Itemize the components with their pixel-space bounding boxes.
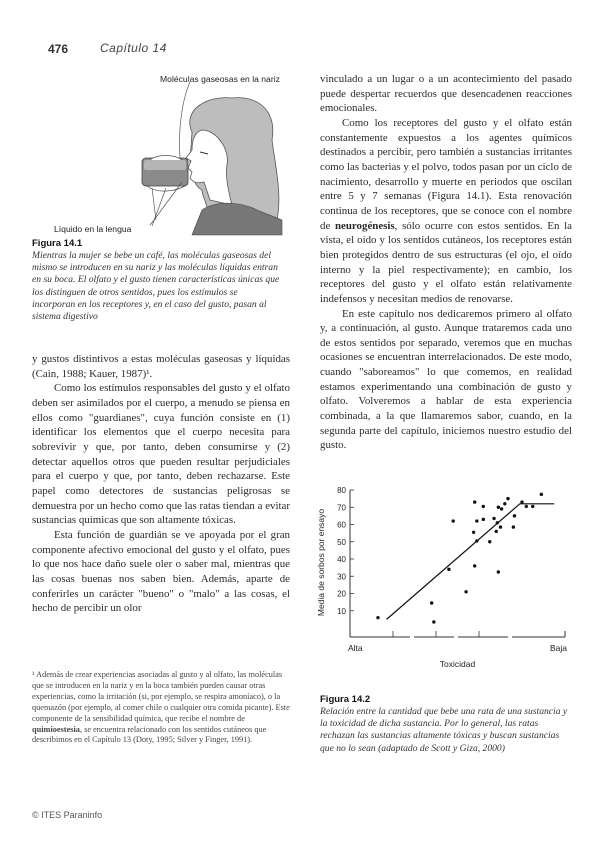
running-header-chapter: Capítulo 14: [100, 41, 167, 55]
data-point: [500, 507, 503, 510]
label-liquid-on-tongue: Líquido en la lengua: [54, 224, 132, 234]
y-tick-label: 30: [337, 572, 346, 582]
fit-line: [387, 504, 555, 620]
paragraph: Como los receptores del gusto y el olfato están constantemente expuestos a los agentes químicos destinados a percibir, pero también a sustancias irritantes como las bacterias y el polvo, todos pasan por un ciclo de nacimiento, desarrollo y muerte en periodos que oscilan entre 5 y 7 semanas (Figura 14.1). Esta renovación continua de los receptores, que se conoce con el nombre de neurogénesis, sólo ocurre con estos sentidos. En la vista, el oído y los sentidos cutáneos, los receptores están bien protegidos dentro de sus estructuras (el ojo, el oído interno y la piel respectivamente); en cambio, los receptores del gusto y el olfato están relativamente indefensos y necesitan medios de renovarse.: [320, 116, 572, 305]
data-point: [499, 525, 502, 528]
y-tick-label: 10: [337, 606, 346, 616]
data-point: [447, 568, 450, 571]
data-point: [497, 570, 500, 573]
paragraph: En este capítulo nos dedicaremos primero al olfato y, a continuación, al gusto. Aunque trataremos cada uno de estos sentidos por separado, veremos que en muchas ocasiones se encuentran interrelacionados. De este modo, cuando "saboreamos" lo que comemos, en realidad estamos experimentando una combinación de gusto y olfato. Volveremos a hablar de esta experiencia combinada, a la que llamaremos sabor, cuando, en la segunda parte del capítulo, iniciemos nuestro estudio del gusto.: [320, 307, 572, 452]
x-axis-label: Toxicidad: [439, 659, 476, 669]
bold-term: neurogénesis: [334, 219, 395, 232]
footnote: ¹ Además de crear experiencias asociadas al gusto y al olfato, las moléculas que se introducen en la nariz y en la boca también pueden causar otras experiencias, como la irritación (si, por ejemplo, se respira amoníaco), o la quemazón (por ejemplo, al comer chile o cualquier otra comida picante). Este componente de la sensibilidad química, que recibe el nombre de quimioestesia, se encuentra relacionado con los sentidos cutáneos que describimos en el Capítulo 13 (Doty, 1995; Silver y Finger, 1991).: [32, 670, 290, 745]
data-point: [496, 521, 499, 524]
data-point: [513, 514, 516, 517]
data-point: [472, 531, 475, 534]
data-point: [492, 517, 495, 520]
data-point: [475, 539, 478, 542]
data-point: [512, 525, 515, 528]
data-point: [452, 519, 455, 522]
data-point: [376, 616, 379, 619]
figure-14-2-chart: [310, 475, 572, 695]
figure-14-1-caption: Mientras la mujer se bebe un café, las moléculas gaseosas del mismo se introducen en su nariz y las moléculas líquidas entran en su boca. El olfato y el gusto tienen características únicas que los distinguen de otros sentidos, pues los estímulos se incorporan en los receptores y, en el caso del gusto, pasan al sistema digestivo: [32, 250, 280, 323]
data-point: [531, 505, 534, 508]
y-tick-label: 40: [337, 555, 346, 564]
data-point: [525, 505, 528, 508]
y-tick-label: 80: [337, 486, 346, 495]
paragraph: Esta función de guardián se ve apoyada por el gran componente afectivo emocional del gusto y el olfato, pues lo que nos hace daño suele oler o saber mal, mientras que las cosas buenas nos saben bien. Además, aparte de conferirles un carácter "bueno" o "malo" a las cosas, el hecho de percibir un olor: [32, 528, 290, 615]
figure-14-1-title: Figura 14.1: [32, 238, 83, 249]
y-tick-label: 70: [337, 503, 346, 513]
y-axis-label: Media de sorbos por ensayo: [316, 508, 326, 617]
paragraph: vinculado a un lugar o a un acontecimiento del pasado puede despertar recuerdos que desencadenen reacciones emocionales.: [320, 73, 572, 115]
x-tick-label-baja: Baja: [549, 643, 567, 653]
footnote-bold-term: quimioestesia: [32, 724, 80, 734]
y-tick-label: 20: [337, 589, 346, 599]
figure-14-2-title: Figura 14.2: [320, 694, 371, 705]
data-point: [473, 564, 476, 567]
data-point: [482, 518, 485, 521]
right-column-text: [320, 72, 572, 453]
data-point: [488, 540, 491, 543]
data-point: [495, 530, 498, 533]
data-point: [497, 506, 500, 509]
data-point: [464, 590, 467, 593]
woman-drinking-coffee-illustration: [32, 70, 300, 240]
paragraph: Como los estímulos responsables del gusto y el olfato deben ser asimilados por el cuerpo, a menudo se piensa en ellos como "guardianes", cuya función consiste en (1) identificar los elementos que el cuerpo necesita para sobrevivir y que, por tanto, deben consumirse y (2) detectar aquellos otros que pueden resultar perjudiciales para el cuerpo y que, por tanto, deben rechazarse. Este papel como detectores de sustancias peligrosas se demuestra por un hecho como que las ratas tiendan a evitar sustancias químicas que son altamente tóxicas.: [32, 382, 290, 527]
figure-14-1: [32, 70, 300, 234]
data-point: [540, 493, 543, 496]
x-tick-label-alta: Alta: [348, 643, 363, 653]
data-point: [520, 500, 523, 503]
label-gaseous-molecules: Moléculas gaseosas en la nariz: [160, 74, 280, 84]
data-point: [432, 620, 435, 623]
y-tick-label: 50: [337, 537, 346, 547]
data-point: [430, 601, 433, 604]
y-tick-label: 60: [337, 520, 346, 530]
left-column-text: [32, 352, 290, 616]
data-point: [506, 497, 509, 500]
figure-14-2-caption: Relación entre la cantidad que bebe una rata de una sustancia y la toxicidad de dicha sustancia. Por lo general, las ratas rechazan las sustancias altamente tóxicas y buscan sustancias que no lo sean (adaptado de Scott y Giza, 2000): [320, 706, 568, 754]
paragraph: y gustos distintivos a estas moléculas gaseosas y líquidas (Cain, 1988; Kauer, 1987)¹.: [32, 353, 290, 380]
data-point: [473, 500, 476, 503]
data-point: [503, 502, 506, 505]
data-point: [482, 505, 485, 508]
copyright: © ITES Paraninfo: [32, 810, 103, 820]
data-point: [475, 519, 478, 522]
page-number: 476: [48, 42, 69, 56]
